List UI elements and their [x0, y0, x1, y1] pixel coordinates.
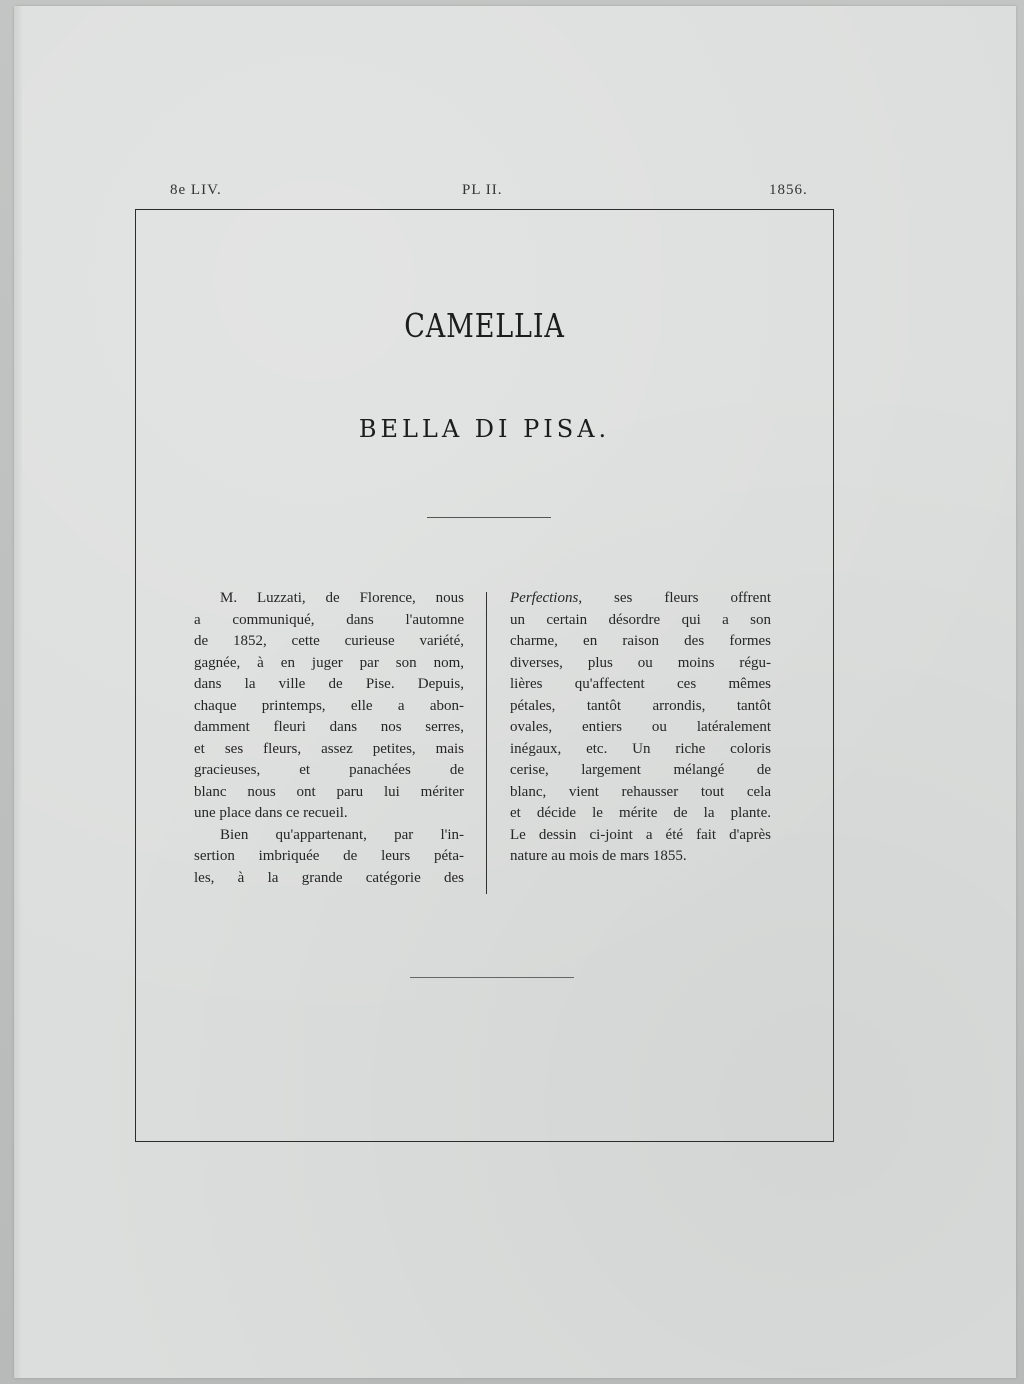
text-line: ovales, entiers ou latéralement — [510, 719, 771, 735]
text-line: blanc nous ont paru lui mériter — [194, 783, 464, 800]
text-line: et ses fleurs, assez petites, mais — [194, 740, 464, 757]
right-text-column — [510, 588, 771, 868]
text-line: pétales, tantôt arrondis, tantôt — [510, 697, 771, 714]
text-line: une place dans ce recueil. — [194, 805, 348, 821]
text-line: chaque printemps, elle a abon- — [194, 697, 464, 714]
closing-rule — [410, 977, 574, 978]
text-line: Bien qu'appartenant, par l'in- — [220, 826, 464, 843]
header-year: 1856. — [769, 182, 808, 198]
text-line: M. Luzzati, de Florence, nous — [220, 590, 464, 606]
page-title: CAMELLIA — [404, 306, 565, 345]
text-line: a communiqué, dans l'automne — [194, 611, 464, 628]
text-line: lières qu'affectent ces mêmes — [510, 676, 771, 692]
text-line: nature au mois de mars 1855. — [510, 848, 687, 864]
header-plate-number: PL II. — [462, 182, 503, 198]
column-divider — [486, 592, 487, 894]
text-line: les, à la grande catégorie des — [194, 869, 464, 886]
text-line: gracieuses, et panachées de — [194, 762, 464, 778]
left-text-column — [194, 588, 464, 889]
title-rule — [427, 517, 551, 518]
header-livraison: 8e LIV. — [170, 182, 222, 198]
text-line: blanc, vient rehausser tout cela — [510, 783, 771, 800]
text-line: et décide le mérite de la plante. — [510, 805, 771, 821]
text-line: sertion imbriquée de leurs péta- — [194, 848, 464, 864]
text-line: diverses, plus ou moins régu- — [510, 654, 771, 671]
paper-torn-edge — [14, 6, 22, 1378]
text-line-first — [510, 588, 771, 610]
italic-term: Perfections — [510, 590, 579, 606]
text-fragment: , ses fleurs offrent — [578, 590, 771, 606]
text-line: de 1852, cette curieuse variété, — [194, 633, 464, 649]
text-line: un certain désordre qui a son — [510, 611, 771, 628]
text-line: dans la ville de Pise. Depuis, — [194, 676, 464, 692]
text-line: damment fleuri dans nos serres, — [194, 719, 464, 735]
text-line: Le dessin ci-joint a été fait d'après — [510, 826, 771, 843]
text-line: gagnée, à en juger par son nom, — [194, 654, 464, 671]
text-line: inégaux, etc. Un riche coloris — [510, 740, 771, 757]
text-line: cerise, largement mélangé de — [510, 762, 771, 778]
text-line: charme, en raison des formes — [510, 633, 771, 649]
page-subtitle: BELLA DI PISA. — [358, 415, 611, 443]
